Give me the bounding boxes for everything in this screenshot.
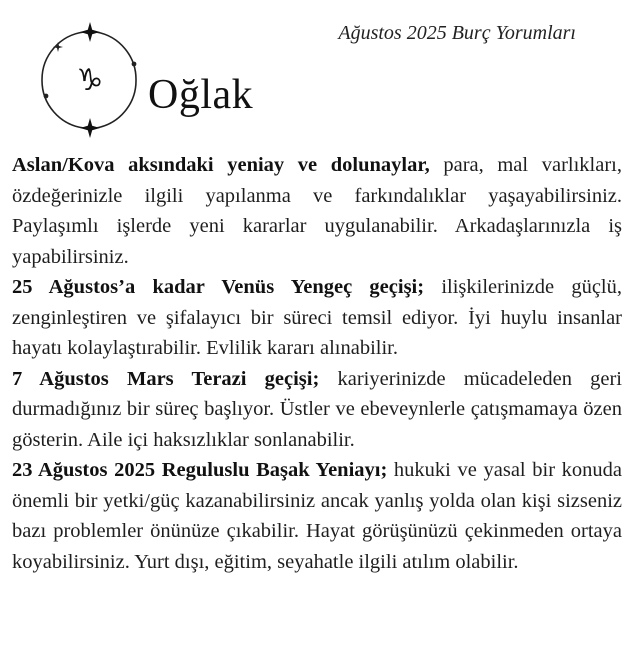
paragraph-text: kariyerinizde mücadeleden geri durmadığınız bir süreç başlıyor. Üstler ve ebeveynlerle çatışmamaya özen gösterin. Aile içi haksızlıklar sonlanabilir. — [12, 367, 622, 451]
sign-title: Oğlak — [148, 72, 254, 118]
horoscope-body — [12, 150, 622, 577]
header-caption: Ağustos 2025 Burç Yorumları — [338, 22, 576, 44]
capricorn-glyph: ♑ — [76, 63, 104, 98]
paragraph-mars-transit — [12, 364, 622, 456]
paragraph-virgo-new-moon — [12, 455, 622, 577]
paragraph-text: para, mal varlıkları, özdeğerinizle ilgili yapılanma ve farkındalıklar yaşayabilirsiniz. Paylaşımlı işlerde yeni kararlar uygulanabilir. Arkadaşlarınızla iş yapabilirsiniz. — [12, 154, 622, 268]
page-header — [0, 0, 634, 150]
paragraph-heading: 7 Ağustos Mars Terazi geçişi; — [12, 367, 320, 390]
paragraph-text: hukuki ve yasal bir konuda önemli bir yetki/güç kazanabilirsiniz ancak yanlış yolda olan kişi sizseniz bazı problemler önünüze çıkabilir. Hayat görüşünüzü çekinmeden ortaya koyabilirsiniz. Yurt dışı, eğitim, seyahatle ilgili atılım olabilir. — [12, 459, 622, 573]
paragraph-text: ilişkilerinizde güçlü, zenginleştiren ve şifalayıcı bir süreci temsil ediyor. İyi huylu insanlar hayatı kolaylaştırabilir. Evlilik kararı alınabilir. — [12, 276, 622, 359]
paragraph-heading: Aslan/Kova aksındaki yeniay ve dolunaylar, — [12, 154, 430, 176]
paragraph-heading: 23 Ağustos 2025 Reguluslu Başak Yeniayı; — [12, 459, 388, 481]
paragraph-venus-transit — [12, 272, 622, 364]
zodiac-ring-icon — [30, 20, 150, 140]
capricorn-zodiac-emblem-icon — [30, 20, 150, 140]
paragraph-new-full-moons — [12, 150, 622, 272]
paragraph-heading: 25 Ağustos’a kadar Venüs Yengeç geçişi; — [12, 276, 425, 298]
